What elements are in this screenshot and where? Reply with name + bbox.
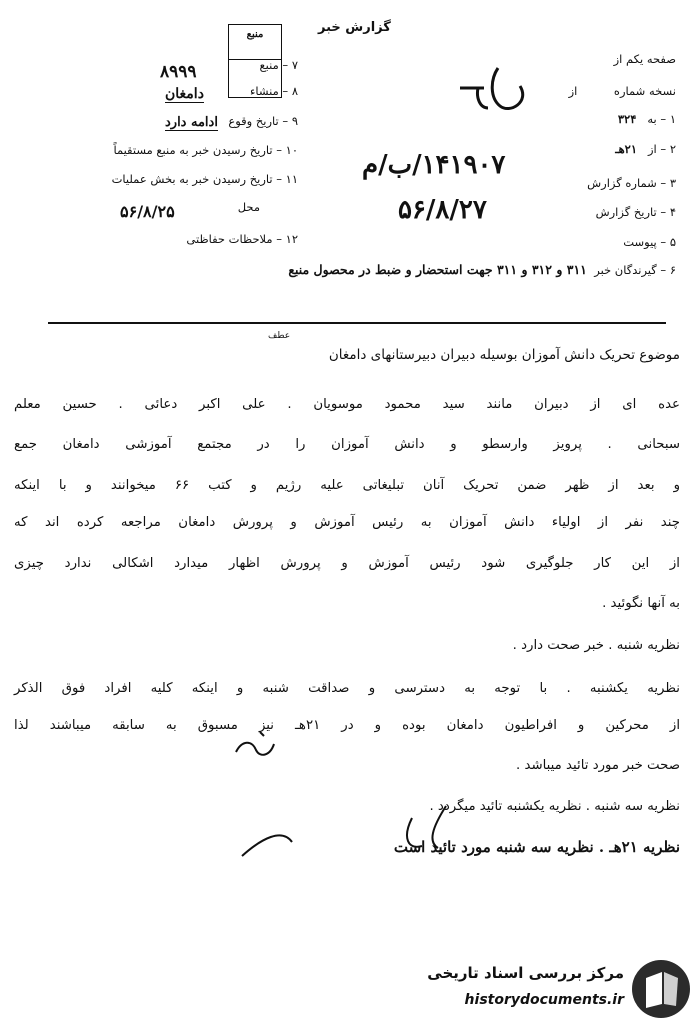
field-recipients bbox=[288, 262, 676, 277]
field-from bbox=[615, 142, 676, 156]
field-label: صفحه یکم از bbox=[613, 52, 676, 66]
body-line: و بعد از ظهر ضمن تحریک آنان تبلیغاتی علیه رژیم و کتب ۶۶ میخوانند و با اینکه bbox=[14, 478, 680, 493]
field-occurrence-date bbox=[228, 114, 298, 128]
handwritten-signature bbox=[232, 798, 462, 868]
occurrence-date-value: ادامه دارد bbox=[165, 115, 218, 130]
source-code-value: ۸۹۹۹ bbox=[160, 62, 197, 82]
body-line: از این کار جلوگیری شود رئیس آموزش و پرورش اظهار میدارد اشکالی ندارد چیزی bbox=[14, 556, 680, 571]
body-line: چند نفر از اولیاء دانش آموزان به رئیس آموزش و پرورش دامغان مراجعه کرده اند که bbox=[14, 515, 680, 530]
source-stamp-label: منبع bbox=[246, 29, 264, 40]
field-label: ۱۰ – تاریخ رسیدن خبر به منبع مستقیماً bbox=[113, 143, 298, 157]
field-label: نسخه شماره bbox=[613, 84, 676, 98]
report-number-value: ۱۴۱۹۰۷/ب/م bbox=[362, 150, 506, 180]
opinion-sunday-end: صحت خبر مورد تائید میباشد . bbox=[516, 758, 680, 773]
field-report-number bbox=[587, 176, 676, 190]
field-label: ۹ – تاریخ وقوع bbox=[228, 114, 298, 128]
opinion-department: نظریه ۲۱هـ . نظریه سه شنبه مورد تائید است bbox=[393, 838, 680, 856]
header-signature-scribble bbox=[450, 58, 540, 120]
opinion-sunday: نظریه یکشنبه . با توجه به دسترسی و صداقت شنبه و اینکه کلیه افراد فوق الذکر bbox=[14, 681, 680, 696]
body-line: سبحانی . پرویز وارسطو و دانش آموزان را در مجتمع آموزشی دامغان جمع bbox=[14, 437, 680, 452]
origin-value: دامغان bbox=[165, 86, 204, 102]
field-to bbox=[618, 112, 676, 126]
field-label: محل bbox=[237, 200, 260, 214]
reference-note: عطف bbox=[268, 331, 291, 341]
field-label: ۲ – از bbox=[648, 142, 676, 156]
archive-logo-name: مرکز بررسی اسناد تاریخی bbox=[427, 964, 624, 982]
opinion-saturday: نظریه شنبه . خبر صحت دارد . bbox=[512, 638, 680, 653]
field-value: ۲۱هـ bbox=[615, 142, 638, 156]
field-label: ۱۱ – تاریخ رسیدن خبر به بخش عملیات bbox=[111, 172, 298, 186]
field-attachment bbox=[623, 235, 676, 249]
field-label: ۱۲ – ملاحظات حفاظتی bbox=[186, 232, 298, 246]
initials-scribble bbox=[230, 722, 280, 770]
field-place bbox=[238, 200, 260, 214]
report-title: گزارش خبر bbox=[318, 20, 391, 35]
field-origin bbox=[250, 84, 298, 98]
field-report-date bbox=[596, 205, 676, 219]
archive-logo-url: historydocuments.ir bbox=[464, 992, 624, 1008]
field-label: ۵ – پیوست bbox=[623, 235, 676, 249]
report-date-value: ۵۶/۸/۲۷ bbox=[398, 195, 487, 225]
field-received-ops bbox=[112, 172, 298, 186]
body-line: عده ای از دبیران مانند سید محمود موسویان . علی اکبر دعائی . حسین معلم bbox=[14, 397, 680, 412]
field-received-source bbox=[113, 143, 298, 157]
archive-logo bbox=[410, 960, 690, 1020]
book-icon bbox=[632, 960, 690, 1018]
field-security-notes bbox=[186, 232, 298, 246]
field-value: از bbox=[568, 84, 578, 98]
header-divider bbox=[48, 322, 666, 324]
field-copy-number bbox=[569, 84, 676, 98]
place-date-value: ۵۶/۸/۲۵ bbox=[120, 202, 175, 221]
opinion-sunday-cont: از محرکین و افراطیون دامغان بوده و در ۲۱هـ نیز مسبوق به سابقه میباشند لذا bbox=[14, 718, 681, 733]
field-label: ۴ – تاریخ گزارش bbox=[595, 205, 676, 219]
field-value: ۳۱۱ و ۳۱۲ و ۳۱۱ جهت استحضار و ضبط در محصول منبع bbox=[288, 262, 587, 277]
field-label: ۷ – منبع bbox=[259, 58, 298, 72]
field-value: ۳۲۴ bbox=[617, 112, 637, 126]
body-line: به آنها نگوئید . bbox=[602, 596, 680, 611]
field-page bbox=[614, 52, 676, 66]
archive-logo-icon bbox=[632, 960, 690, 1018]
opinion-tuesday: نظریه سه شنبه . نظریه یکشنبه تائید میگردد . bbox=[429, 799, 680, 814]
field-source bbox=[260, 58, 298, 72]
field-label: ۸ – منشاء bbox=[249, 84, 298, 98]
field-label: ۱ – به bbox=[647, 112, 676, 126]
field-label: ۳ – شماره گزارش bbox=[587, 176, 676, 190]
subject-line: موضوع تحریک دانش آموزان بوسیله دبیران دبیرستانهای دامغان bbox=[328, 347, 680, 363]
field-label: ۶ – گیرندگان خبر bbox=[594, 263, 676, 277]
